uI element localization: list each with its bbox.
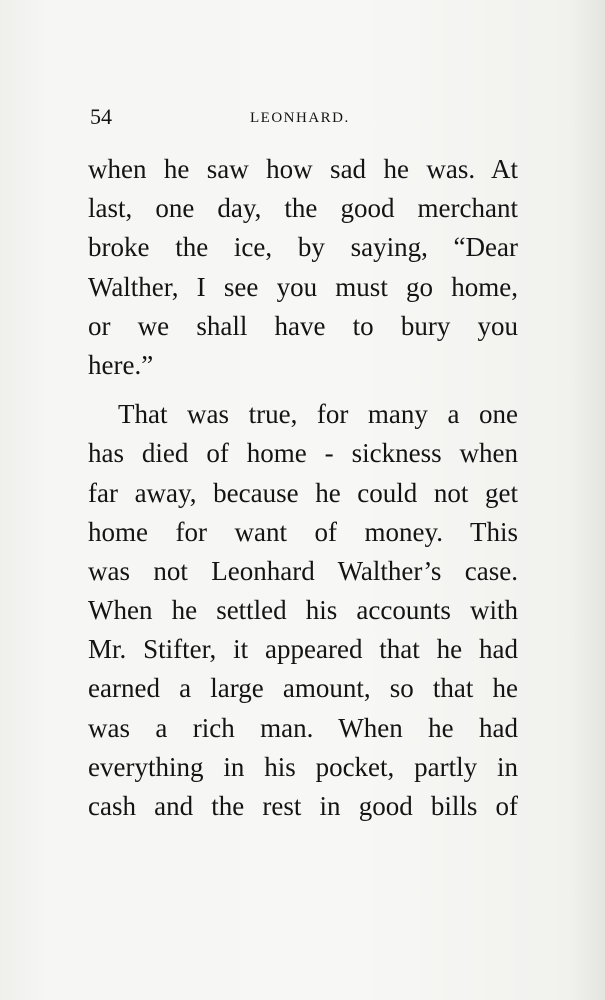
text-line: everything in his pocket, partly in bbox=[88, 751, 518, 782]
text-line: earned a large amount, so that he bbox=[88, 673, 518, 704]
paragraph-1 bbox=[88, 150, 518, 385]
text-line: far away, because he could not get bbox=[88, 477, 518, 508]
text-line: or we shall have to bury you bbox=[88, 310, 518, 341]
text-line: here.” bbox=[88, 349, 154, 380]
text-line: Mr. Stifter, it appeared that he had bbox=[88, 634, 518, 665]
text-line: When he settled his accounts with bbox=[88, 595, 518, 626]
text-line: when he saw how sad he was. At bbox=[88, 154, 518, 184]
paragraph-2 bbox=[88, 395, 518, 826]
paragraph-gap bbox=[88, 385, 518, 395]
text-line: was a rich man. When he had bbox=[88, 712, 518, 743]
body-text bbox=[88, 150, 518, 826]
page-number: 54 bbox=[90, 104, 112, 129]
text-line: cash and the rest in good bills of bbox=[88, 791, 518, 821]
text-line: home for want of money. This bbox=[88, 516, 518, 547]
text-line: That was true, for many a one bbox=[118, 399, 518, 430]
text-line: broke the ice, by saying, “Dear bbox=[88, 232, 518, 263]
text-line: was not Leonhard Walther’s case. bbox=[88, 555, 518, 586]
running-head: LEONHARD. bbox=[250, 110, 350, 126]
page-header bbox=[90, 104, 516, 134]
text-line: last, one day, the good merchant bbox=[88, 193, 518, 224]
text-line: has died of home - sickness when bbox=[88, 438, 518, 469]
text-line: Walther, I see you must go home, bbox=[88, 271, 518, 302]
